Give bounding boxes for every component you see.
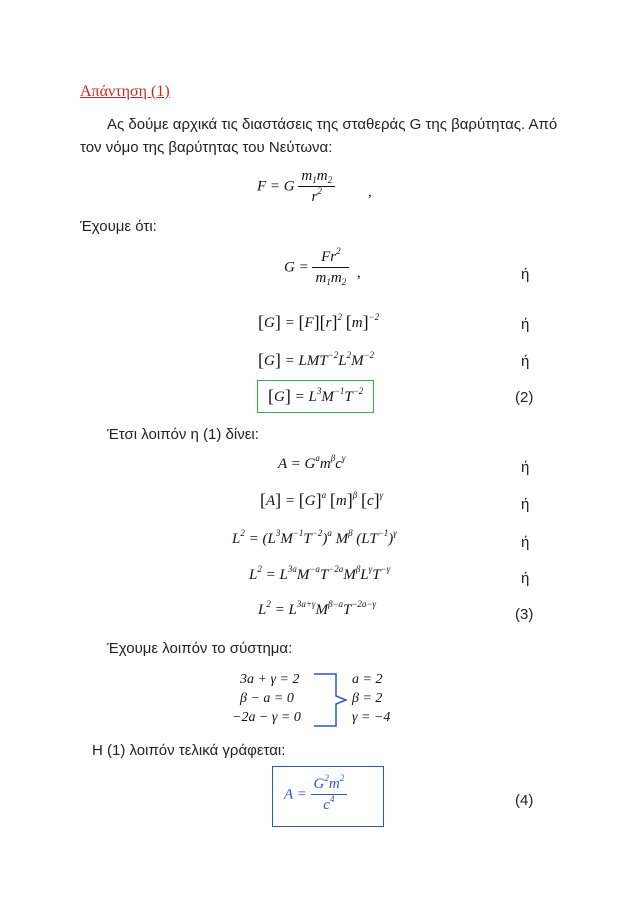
system-brace-icon: [312, 670, 348, 730]
system-right-eq-2: β = 2: [352, 691, 383, 706]
newton-law-comma: ,: [368, 184, 372, 200]
equation-number-3: (3): [515, 606, 534, 623]
section-heading: Απάντηση (1): [80, 83, 170, 100]
dimension-equation-2: $[G] = LMT^{-2}L^2M^{-2}$: [258, 350, 375, 370]
expanded-equation: $L^2 = L^{3a}M^{-a}T^{-2a}M^\beta L^\gamma T^{-\gamma}$: [249, 564, 391, 583]
have-that-label: Έχουμε ότι:: [80, 218, 157, 235]
final-intro-label: Η (1) λοιπόν τελικά γράφεται:: [92, 742, 286, 759]
or-marker-5: ή: [521, 496, 530, 513]
system-left-eq-3: −2a − γ = 0: [232, 710, 301, 725]
g-solved-comma: ,: [357, 265, 361, 281]
system-right-eq-3: γ = −4: [352, 710, 391, 725]
dimension-equation-1: $[G] = [F][r]^2$ $[m]^{-2}$: [258, 312, 380, 332]
system-right-eq-1: a = 2: [352, 672, 383, 687]
equation-number-2: (2): [515, 389, 534, 406]
system-left-eq-1: 3a + γ = 2: [240, 672, 300, 687]
g-dimension-result: $[G] = L^3M^{-1}T^{-2}$: [268, 386, 364, 406]
or-marker-7: ή: [521, 570, 530, 587]
system-left-eq-2: β − a = 0: [240, 691, 294, 706]
or-marker-3: ή: [521, 353, 530, 370]
so-gives-label: Έτσι λοιπόν η (1) δίνει:: [107, 426, 259, 443]
a-ansatz-equation: $A = G^am^\beta c^\gamma$: [278, 453, 346, 472]
intro-line-2: τον νόμο της βαρύτητας του Νεύτωνα:: [80, 139, 333, 156]
or-marker-4: ή: [521, 459, 530, 476]
or-marker-6: ή: [521, 534, 530, 551]
newton-law-equation: F = G $\frac{m_1m_2}{r^2}$: [257, 168, 335, 206]
or-marker-2: ή: [521, 316, 530, 333]
substitution-equation: $L^2 = (L^3M^{-1}T^{-2})^a$ $M^\beta$ $(LT^{-1})^\gamma$: [232, 528, 397, 547]
intro-line-1: Ας δούμε αρχικά τις διαστάσεις της σταθεράς G της βαρύτητας. Από: [107, 116, 558, 133]
final-result-equation: A = $\frac{G^2m^2}{c^4}$: [284, 776, 347, 814]
system-intro-label: Έχουμε λοιπόν το σύστημα:: [107, 640, 293, 657]
or-marker-1: ή: [521, 266, 530, 283]
a-dimension-equation: $[A] = [G]^a$ $[m]^\beta$ $[c]^\gamma$: [260, 490, 384, 510]
collected-equation: $L^2 = L^{3a+\gamma}M^{\beta-a}T^{-2a-\gamma}$: [258, 599, 377, 618]
g-solved-equation: G = $\frac{Fr^2}{m_1m_2}$: [284, 249, 349, 287]
equation-number-4: (4): [515, 792, 534, 809]
